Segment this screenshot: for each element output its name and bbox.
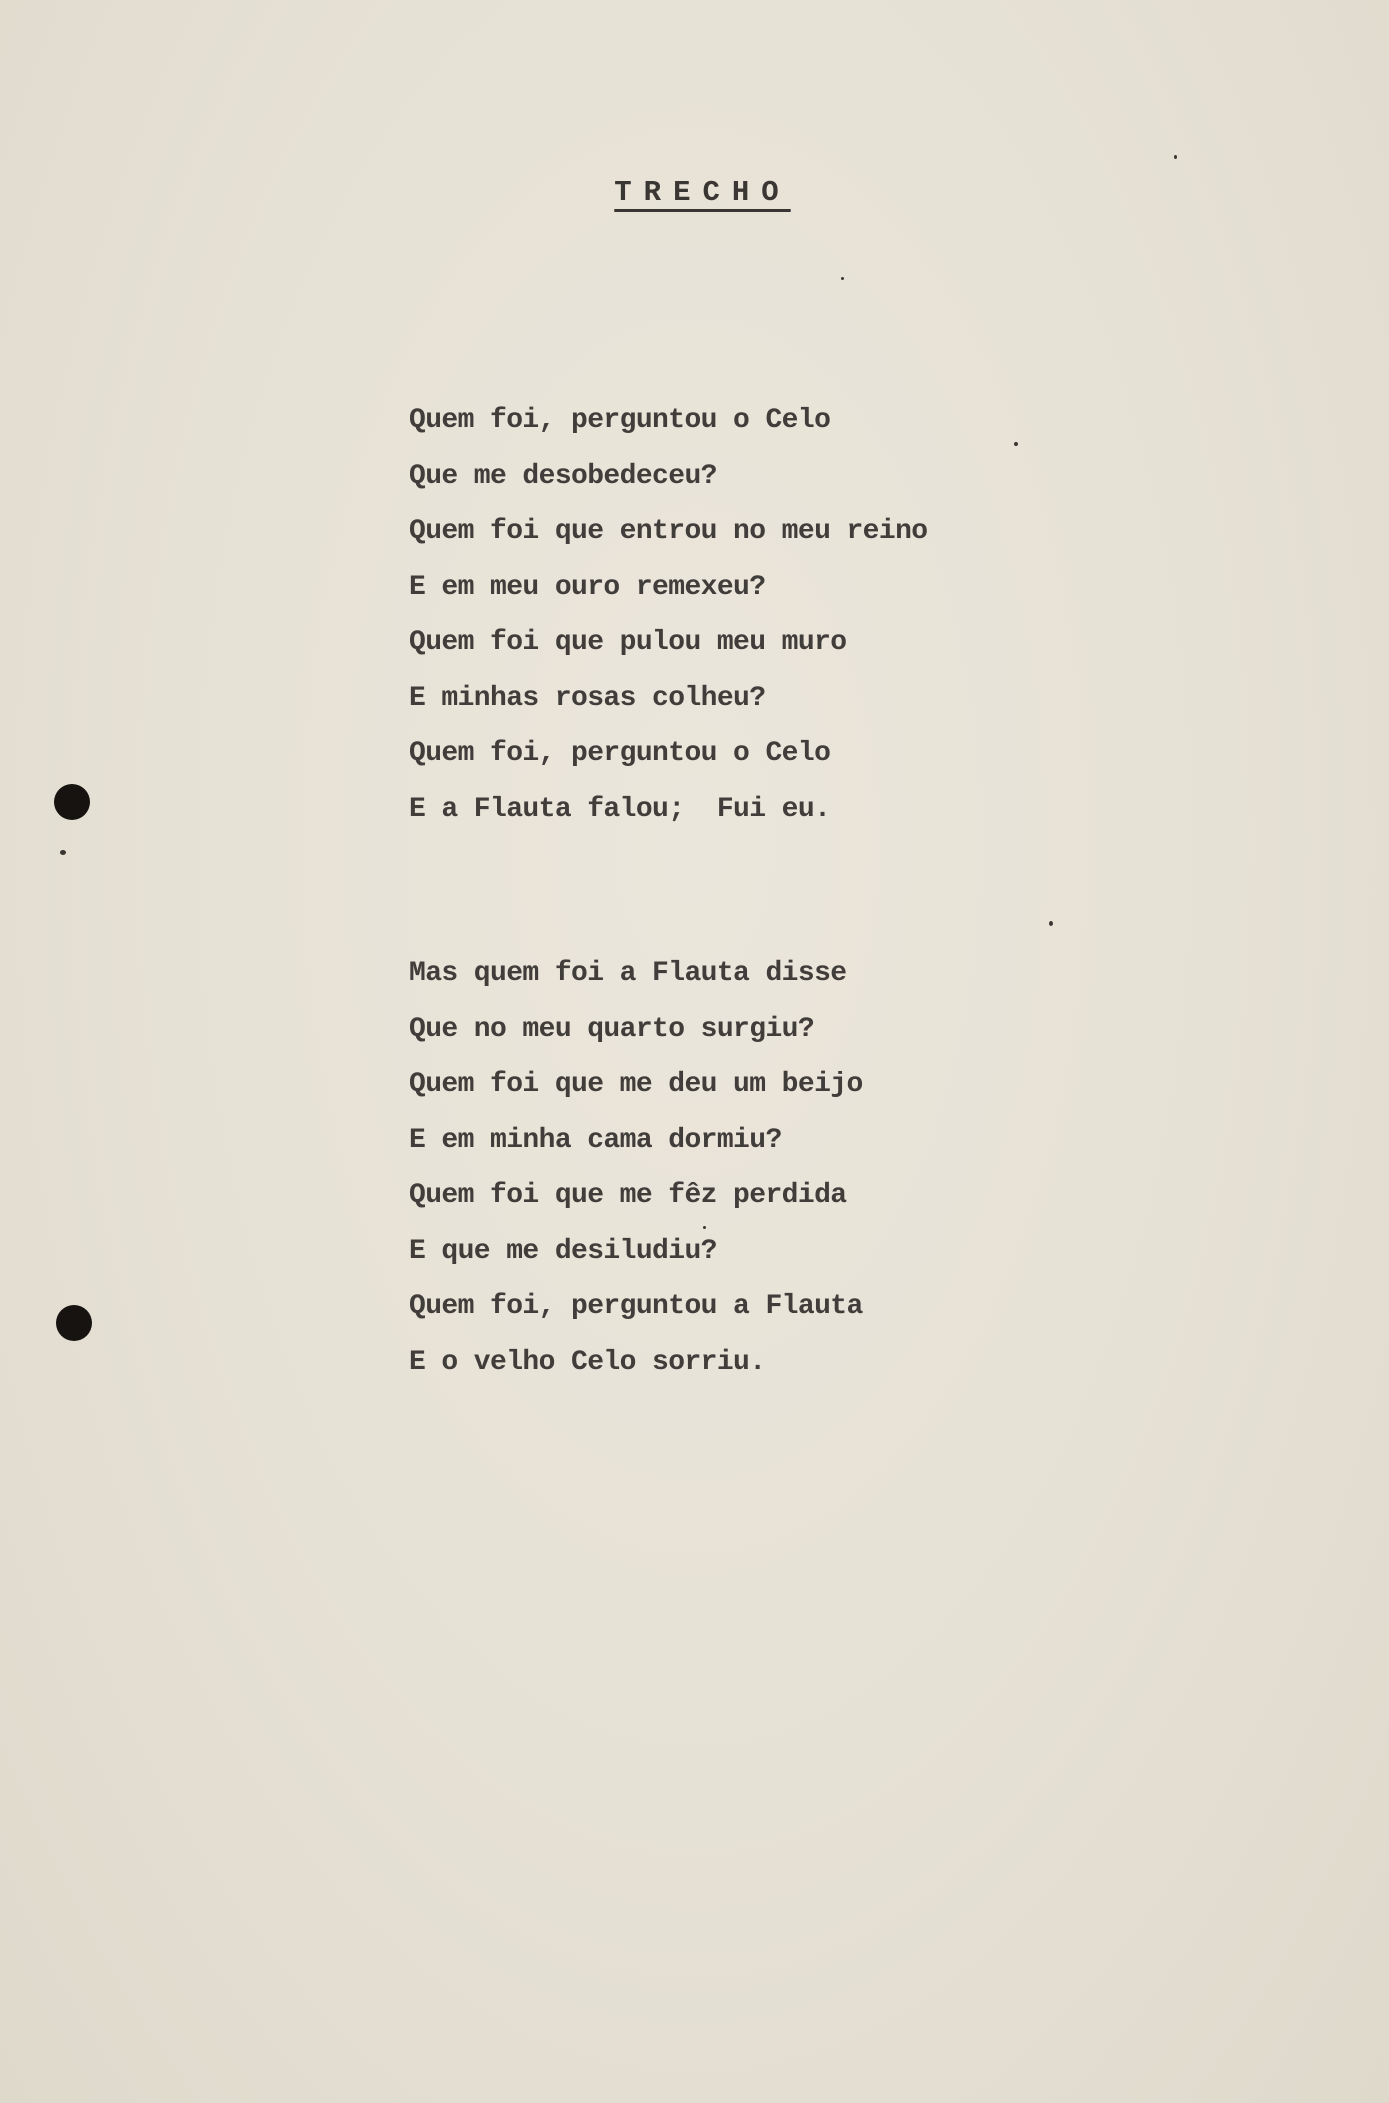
verse-line: E minhas rosas colheu?	[409, 682, 766, 714]
verse-line: E em minha cama dormiu?	[409, 1124, 782, 1156]
verse-line: E a Flauta falou; Fui eu.	[409, 793, 831, 825]
verse-line: Quem foi, perguntou o Celo	[409, 738, 831, 769]
punch-hole	[54, 784, 90, 820]
verse-line: E em meu ouro remexeu?	[409, 571, 766, 603]
ink-speck	[1049, 921, 1053, 926]
punch-hole	[56, 1305, 92, 1341]
verse-line: Quem foi que entrou no meu reino	[409, 516, 928, 547]
ink-speck	[1174, 155, 1177, 159]
verse-line: Que no meu quarto surgiu?	[409, 1013, 815, 1045]
verse-line: Mas quem foi a Flauta disse	[409, 958, 847, 989]
ink-speck	[703, 1226, 706, 1229]
verse-line: Quem foi que me fêz perdida	[409, 1180, 847, 1211]
verse-line: E que me desiludiu?	[409, 1235, 717, 1267]
verse-line: Quem foi, perguntou a Flauta	[409, 1291, 863, 1322]
verse-line: Quem foi que me deu um beijo	[409, 1069, 863, 1100]
verse-line: Que me desobedeceu?	[409, 460, 717, 492]
stanza-1	[409, 401, 928, 845]
verse-line: Quem foi, perguntou o Celo	[409, 405, 831, 436]
verse-line: Quem foi que pulou meu muro	[409, 627, 847, 658]
ink-speck	[841, 277, 844, 280]
ink-speck	[60, 850, 66, 855]
ink-speck	[1014, 442, 1018, 446]
stanza-2	[409, 954, 863, 1398]
verse-line: E o velho Celo sorriu.	[409, 1346, 766, 1378]
poem-title: TRECHO	[614, 176, 791, 209]
